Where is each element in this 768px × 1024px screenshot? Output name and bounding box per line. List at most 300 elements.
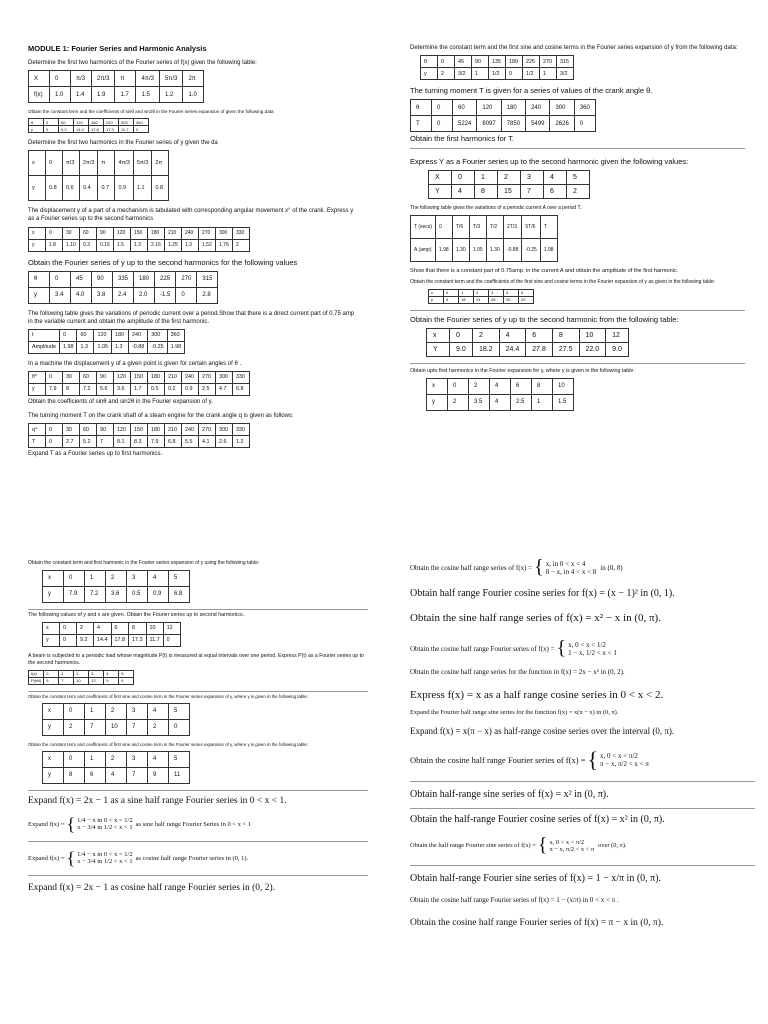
table-cell: 8.3 <box>131 436 148 448</box>
table-cell: 1.5 <box>114 239 131 251</box>
table-cell: -0.88 <box>128 341 147 353</box>
table-cell: 8 <box>475 185 498 199</box>
table-cell: 225 <box>523 56 540 68</box>
question-prefix: Obtain the cosine half range Fourier series of f(x) = <box>410 755 586 766</box>
table-cell: 6.8 <box>233 383 250 395</box>
row-header-cell: y <box>29 383 46 395</box>
question: The turning moment T on the crank shaft of a steam engine for the crank angle q is given as follows: <box>28 413 294 420</box>
table-cell: T <box>540 216 557 239</box>
table-cell: 1 <box>459 289 474 296</box>
table-cell: 120 <box>114 371 131 383</box>
table-cell: 1/2 <box>489 68 506 80</box>
table-cell: 180 <box>111 329 128 341</box>
brace: { <box>66 813 76 834</box>
table-cell: 60 <box>80 227 97 239</box>
table-cell: 10 <box>553 378 574 394</box>
case: x, in 0 < x < 4 <box>545 559 586 568</box>
table-cell: 8 <box>63 383 80 395</box>
table-row <box>421 56 574 68</box>
table-cell: 5 <box>119 670 134 677</box>
table-cell: 5 <box>169 751 190 767</box>
table-cell: 0 <box>50 271 71 287</box>
table-cell: 5 <box>44 677 59 684</box>
table-cell: 3.5 <box>469 394 490 410</box>
table-cell: 3 <box>89 670 104 677</box>
table-cell: 12 <box>163 622 180 634</box>
table-cell: 1.4 <box>71 87 92 103</box>
table-cell: 4.0 <box>71 287 92 303</box>
row-header-cell: X <box>429 171 452 185</box>
table-cell: 1 <box>532 394 553 410</box>
table-cell: 0 <box>574 116 595 132</box>
table-cell: 2 <box>106 703 127 719</box>
table-cell: 0 <box>169 719 190 735</box>
data-table <box>42 703 190 736</box>
table-row <box>29 424 250 436</box>
table-cell: 2 <box>474 289 489 296</box>
table-row <box>421 68 574 80</box>
table-cell: 2 <box>567 185 590 199</box>
question: Obtain the constant term and first harmonic in the Fourier series expansion of y using the following table: <box>28 560 260 566</box>
table-cell: 10 <box>579 328 606 342</box>
row-header-cell: y <box>29 176 46 201</box>
table-cell: 6 <box>544 185 567 199</box>
table-cell: 4 <box>94 622 112 634</box>
table-row <box>427 378 574 394</box>
question: Obtain upto first harmonics in the Fourier expansion for y, where y is given in the following table: <box>410 367 635 374</box>
table-cell: 18.2 <box>473 342 500 356</box>
case: x − 3/4 in 1/2 < x < 1 <box>77 824 133 832</box>
table-cell: 0.9 <box>148 586 169 602</box>
piecewise-cases <box>77 817 132 831</box>
row-header-cell: y <box>29 287 50 303</box>
table-row <box>429 185 590 199</box>
divider <box>28 841 368 842</box>
table-cell: 0 <box>60 634 77 646</box>
question: Obtain the sine half range series of f(x) = x² − x in (0, π). <box>410 611 661 624</box>
data-table <box>426 328 629 357</box>
table-cell: 4 <box>499 328 526 342</box>
table-cell: 360 <box>167 329 185 341</box>
table-cell: 120 <box>94 329 112 341</box>
table-cell: 2626 <box>550 116 574 132</box>
table-cell: 9 <box>148 767 169 783</box>
table-row <box>43 622 181 634</box>
table-row <box>43 586 190 602</box>
table-cell: 2 <box>74 670 89 677</box>
table-cell: 10 <box>74 677 89 684</box>
table-cell: 0 <box>46 151 63 176</box>
table-cell: 9.2 <box>59 126 74 133</box>
brace: { <box>66 847 76 868</box>
table-cell: 0 <box>46 371 63 383</box>
table-cell: 11.7 <box>119 126 134 133</box>
question: Determine the constant term and the first sine and cosine terms in the Fourier series expansion of y from the following data: <box>410 45 738 51</box>
table-cell: 5 <box>519 289 534 296</box>
page-bottom-right <box>410 556 755 930</box>
table-cell: 0.5 <box>148 383 165 395</box>
table-cell: 0 <box>448 378 469 394</box>
table-cell: 1 <box>85 751 106 767</box>
piecewise-cases <box>549 839 594 853</box>
table-cell: 1.3 <box>182 239 199 251</box>
question: Expand f(x) = 2x − 1 as a sine half range Fourier series in 0 < x < 1. <box>28 795 287 806</box>
piecewise-question <box>410 637 755 660</box>
row-header-cell: T <box>411 116 432 132</box>
data-table <box>42 622 181 647</box>
table-cell: 10 <box>106 719 127 735</box>
data-table <box>28 670 134 685</box>
table-cell: 2 <box>64 719 85 735</box>
table-cell: 1.05 <box>94 341 112 353</box>
table-cell: 8 <box>129 622 147 634</box>
table-row <box>411 239 558 262</box>
table-cell: T/3 <box>469 216 486 239</box>
question: Obtain the cosine half range Fourier series of f(x) = π − x in (0, π). <box>410 918 664 929</box>
table-cell: 0 <box>163 634 180 646</box>
table-cell: 0.9 <box>182 383 199 395</box>
table-cell: 1.9 <box>92 87 115 103</box>
table-cell: 1.3 <box>111 341 128 353</box>
table-row <box>29 71 204 87</box>
data-table <box>28 271 218 304</box>
table-cell: 1.5 <box>553 394 574 410</box>
table-cell: 270 <box>176 271 197 287</box>
row-header-cell: y <box>43 586 64 602</box>
question: Obtain half range Fourier cosine series for f(x) = (x − 1)² in (0, 1). <box>410 588 675 599</box>
table-cell: 0 <box>64 703 85 719</box>
piecewise-question <box>410 747 755 773</box>
question-prefix: Obtain the cosine half range Fourier series of f(x) = <box>410 644 555 653</box>
question-prefix: Obtain the half range Fourier sine series of f(x) = <box>410 842 536 850</box>
table-row <box>29 271 218 287</box>
table-cell: 5.5 <box>182 436 199 448</box>
table-cell: 1.7 <box>115 87 136 103</box>
table-cell: 2.16 <box>148 239 165 251</box>
table-cell: 4 <box>490 378 511 394</box>
case: x, 0 < x < π/2 <box>549 838 585 846</box>
table-cell: 0 <box>435 216 452 239</box>
row-header-cell: y <box>429 296 444 303</box>
table-cell: 180 <box>148 227 165 239</box>
table-cell: 0 <box>60 622 77 634</box>
case: π − x, π/2 < x < π <box>549 845 595 853</box>
question: Expand f(x) = x(π − x) as half-range cosine series over the interval (0, π). <box>410 726 675 737</box>
table-cell: 1.7 <box>131 383 148 395</box>
question-prefix: Expand f(x) = <box>28 820 65 828</box>
table-cell: 60 <box>453 100 477 116</box>
table-cell: 2π/3 <box>80 151 98 176</box>
table-cell: π <box>115 71 136 87</box>
data-table <box>28 118 149 133</box>
table-cell: 300 <box>216 227 233 239</box>
row-header-cell: y <box>29 126 44 133</box>
table-cell: 315 <box>197 271 218 287</box>
question: Obtain the cosine half range Fourier series of f(x) = 1 − (x/π) in 0 < x < π . <box>410 895 619 904</box>
table-cell: 5.6 <box>97 383 114 395</box>
question: In a machine the displacement y of a given point is given for certain angles of θ . <box>28 360 242 367</box>
table-cell: 5 <box>169 703 190 719</box>
table-cell: 1.76 <box>216 239 233 251</box>
piecewise-cases <box>546 560 597 576</box>
row-header-cell: y <box>43 719 64 735</box>
piecewise-cases <box>600 752 649 768</box>
page-top-left <box>28 44 358 461</box>
table-cell: 2.5 <box>511 394 532 410</box>
table-cell: -1.5 <box>155 287 176 303</box>
table-row <box>427 394 574 410</box>
divider <box>410 310 745 311</box>
table-cell: 3 <box>489 289 504 296</box>
table-cell: 22.0 <box>579 342 606 356</box>
table-cell: 1.0 <box>183 87 204 103</box>
table-cell: 2 <box>148 719 169 735</box>
question: The displacement y of a part of a mechanism is tabulated with corresponding angular movement x° of the crank. Express y as a Fourier series up to the second harmonics <box>28 208 354 223</box>
table-cell: 27.5 <box>552 342 579 356</box>
table-row <box>29 371 250 383</box>
question-suffix: as cosine half range Fourier series in (0, 1). <box>135 854 249 862</box>
table-cell: 5224 <box>453 116 477 132</box>
table-cell: 335 <box>113 271 134 287</box>
table-cell: 4 <box>490 394 511 410</box>
row-header-cell: x <box>43 622 60 634</box>
table-row <box>29 287 218 303</box>
table-cell: 7.9 <box>148 436 165 448</box>
question-suffix: as sine half range Fourier Series in 0 < x < 1 <box>135 820 252 828</box>
table-cell: 7.9 <box>46 383 63 395</box>
question: Obtain the constant term and the coefficients of the first sine and cosine terms in the Fourier expansion of y as given in the following table: <box>410 278 716 285</box>
row-header-cell: θ <box>421 56 438 68</box>
table-row <box>411 116 596 132</box>
table-cell: 5 <box>169 570 190 586</box>
data-table <box>428 289 534 304</box>
table-cell: 8 <box>64 767 85 783</box>
table-cell: 17.8 <box>89 126 104 133</box>
question: Obtain the half-range Fourier cosine series of f(x) = x² in (0, π). <box>410 813 665 825</box>
row-header-cell: x <box>43 570 64 586</box>
table-row <box>429 296 534 303</box>
table-cell: 180 <box>148 424 165 436</box>
table-cell: 2.4 <box>113 287 134 303</box>
table-cell: 0 <box>46 436 63 448</box>
question: The following table gives the variations of periodic current over a period.Show that there is a direct current part of 0.75 amp in the variable current and obtain the amplitude of the first harmonic. <box>28 310 355 325</box>
table-cell: 2 <box>469 378 490 394</box>
divider <box>410 808 755 809</box>
question: The following values of y and x are given. Obtain the Fourier series up to second harmonics. <box>28 609 368 619</box>
table-cell: 3.4 <box>50 287 71 303</box>
table-cell: 240 <box>526 100 550 116</box>
case: 8 − x, in 4 < x < 8 <box>545 567 597 576</box>
table-cell: 180 <box>506 56 523 68</box>
table-cell: 0.8 <box>46 176 63 201</box>
table-cell: 360 <box>574 100 595 116</box>
data-table <box>28 150 169 201</box>
case: x, 0 < x < 1/2 <box>568 640 606 649</box>
table-cell: 120 <box>114 424 131 436</box>
table-row <box>411 100 596 116</box>
table-cell: 9.0 <box>450 342 473 356</box>
question: Obtain the cosine half range series for the function in f(x) = 2x − x² in (0, 2). <box>410 668 625 677</box>
table-cell: 12 <box>89 677 104 684</box>
data-table <box>28 371 250 396</box>
row-header-cell: x <box>43 703 64 719</box>
question: Expand the Fourier half range sine series for the function f(x) = x(π − x) in (0, π). <box>410 708 619 716</box>
question: Expand f(x) = 2x − 1 as cosine half range Fourier series in (0, 2). <box>28 882 276 893</box>
table-cell: 1.3 <box>131 239 148 251</box>
table-cell: T/2 <box>486 216 503 239</box>
table-cell: 5π/3 <box>159 71 182 87</box>
table-cell: 12 <box>606 328 629 342</box>
table-row <box>29 87 204 103</box>
row-header-cell: y <box>43 634 60 646</box>
table-cell: 20 <box>519 296 534 303</box>
row-header-cell: P(kN) <box>29 677 44 684</box>
question: Expand T as a Fourier series up to first harmonics. <box>28 451 163 458</box>
table-cell: 1.05 <box>469 239 486 262</box>
table-cell: 2π <box>183 71 204 87</box>
table-cell: 1.98 <box>540 239 557 262</box>
data-table <box>28 329 185 354</box>
table-cell: 1.10 <box>63 239 80 251</box>
table-cell: 270 <box>540 56 557 68</box>
data-table <box>28 70 204 103</box>
table-cell: 1.25 <box>165 239 182 251</box>
table-cell: 11.7 <box>146 634 163 646</box>
question: Obtain the constant term and coefficients of first sine and cosine term in the Fourier series expansion of y, where y is given in the following table: <box>28 741 309 747</box>
table-cell: 2 <box>498 171 521 185</box>
table-cell: 60 <box>77 329 94 341</box>
row-header-cell: y <box>29 239 46 251</box>
table-cell: -0.88 <box>503 239 521 262</box>
table-cell: 7 <box>59 677 74 684</box>
table-cell: 90 <box>97 371 114 383</box>
table-row <box>43 767 190 783</box>
data-table <box>28 423 250 448</box>
table-cell: 0 <box>438 56 455 68</box>
row-header-cell: x <box>427 378 448 394</box>
table-cell: 2.8 <box>197 287 218 303</box>
row-header-cell: q° <box>29 424 46 436</box>
table-cell: π/3 <box>71 71 92 87</box>
row-header-cell: Y <box>427 342 450 356</box>
row-header-cell: θ <box>411 100 432 116</box>
table-cell: 6.8 <box>165 436 182 448</box>
table-cell: 1.1 <box>133 176 151 201</box>
table-cell: 6 <box>526 328 553 342</box>
table-cell: 2.6 <box>216 436 233 448</box>
question: Determine the first two harmonics in the Fourier series of y given the da <box>28 140 218 147</box>
table-cell: 0 <box>44 119 59 126</box>
table-cell: 2 <box>106 751 127 767</box>
row-header-cell: θ <box>29 119 44 126</box>
table-cell: 5π/3 <box>133 151 151 176</box>
table-cell: 3 <box>127 751 148 767</box>
table-row <box>29 383 250 395</box>
data-table <box>42 751 190 784</box>
table-cell: 6 <box>511 378 532 394</box>
data-table <box>410 215 558 262</box>
row-header-cell: y <box>421 68 438 80</box>
table-cell: 0.8 <box>152 176 169 201</box>
table-cell: 24 <box>474 296 489 303</box>
table-cell: 11 <box>169 767 190 783</box>
row-header-cell: Y <box>429 185 452 199</box>
table-cell: 0 <box>64 751 85 767</box>
table-cell: 4 <box>148 751 169 767</box>
table-cell: 300 <box>148 329 167 341</box>
table-cell: 60 <box>80 371 97 383</box>
table-cell: 17.8 <box>111 634 129 646</box>
table-cell: 0 <box>432 116 453 132</box>
row-header-cell: T (secs) <box>411 216 436 239</box>
divider <box>28 790 368 791</box>
module-title: MODULE 1: Fourier Series and Harmonic Analysis <box>28 44 207 53</box>
table-cell: 45 <box>455 56 472 68</box>
table-cell: 300 <box>550 100 574 116</box>
table-cell: π <box>98 151 115 176</box>
table-cell: 0.7 <box>98 176 115 201</box>
table-cell: 315 <box>557 56 574 68</box>
row-header-cell: x <box>427 328 450 342</box>
table-row <box>29 677 134 684</box>
piecewise-cases <box>77 851 132 865</box>
table-cell: 1.98 <box>59 341 77 353</box>
divider <box>410 363 745 364</box>
table-cell: 0.16 <box>97 239 114 251</box>
table-cell: 7 <box>521 185 544 199</box>
table-row <box>29 436 250 448</box>
data-table <box>420 55 574 80</box>
piecewise-cases <box>568 641 617 657</box>
table-cell: 1 <box>475 171 498 185</box>
table-cell: 90 <box>97 227 114 239</box>
table-cell: 2 <box>106 570 127 586</box>
table-cell: 2 <box>438 68 455 80</box>
table-cell: 90 <box>472 56 489 68</box>
table-row <box>411 216 558 239</box>
question: Obtain the Fourier series of y up to the second harmonic from the following table: <box>410 314 679 324</box>
table-cell: 7.2 <box>85 586 106 602</box>
data-table <box>426 378 574 411</box>
table-cell: 6 <box>119 677 134 684</box>
data-table <box>28 227 250 252</box>
table-cell: 270 <box>199 371 216 383</box>
table-cell: 1.8 <box>46 239 63 251</box>
row-header-cell: θ <box>29 271 50 287</box>
table-cell: 240 <box>182 227 199 239</box>
divider <box>28 875 368 876</box>
table-cell: 0 <box>452 171 475 185</box>
table-cell: 1/2 <box>523 68 540 80</box>
table-cell: 1.3 <box>77 341 94 353</box>
question: A beam is subjected to a periodic load whose magnitude P(t) is measured at equal intervals over one period. Express P(t) as a Fourier series up to the second harmonics. <box>28 652 364 666</box>
table-cell: 300 <box>216 424 233 436</box>
table-cell: 3.6 <box>114 383 131 395</box>
case: x, 0 < x < π/2 <box>600 752 638 761</box>
table-cell: 4 <box>452 185 475 199</box>
table-row <box>43 703 190 719</box>
table-cell: 180 <box>134 271 155 287</box>
case: x − 3/4 in 1/2 < x < 1 <box>77 858 133 866</box>
table-cell: 27.8 <box>526 342 553 356</box>
table-cell: 7 <box>127 719 148 735</box>
table-cell: 4 <box>544 171 567 185</box>
table-cell: 150 <box>131 227 148 239</box>
page-top-right <box>410 44 745 417</box>
table-row <box>429 171 590 185</box>
table-cell: 9 <box>104 677 119 684</box>
table-cell: 360 <box>134 119 149 126</box>
